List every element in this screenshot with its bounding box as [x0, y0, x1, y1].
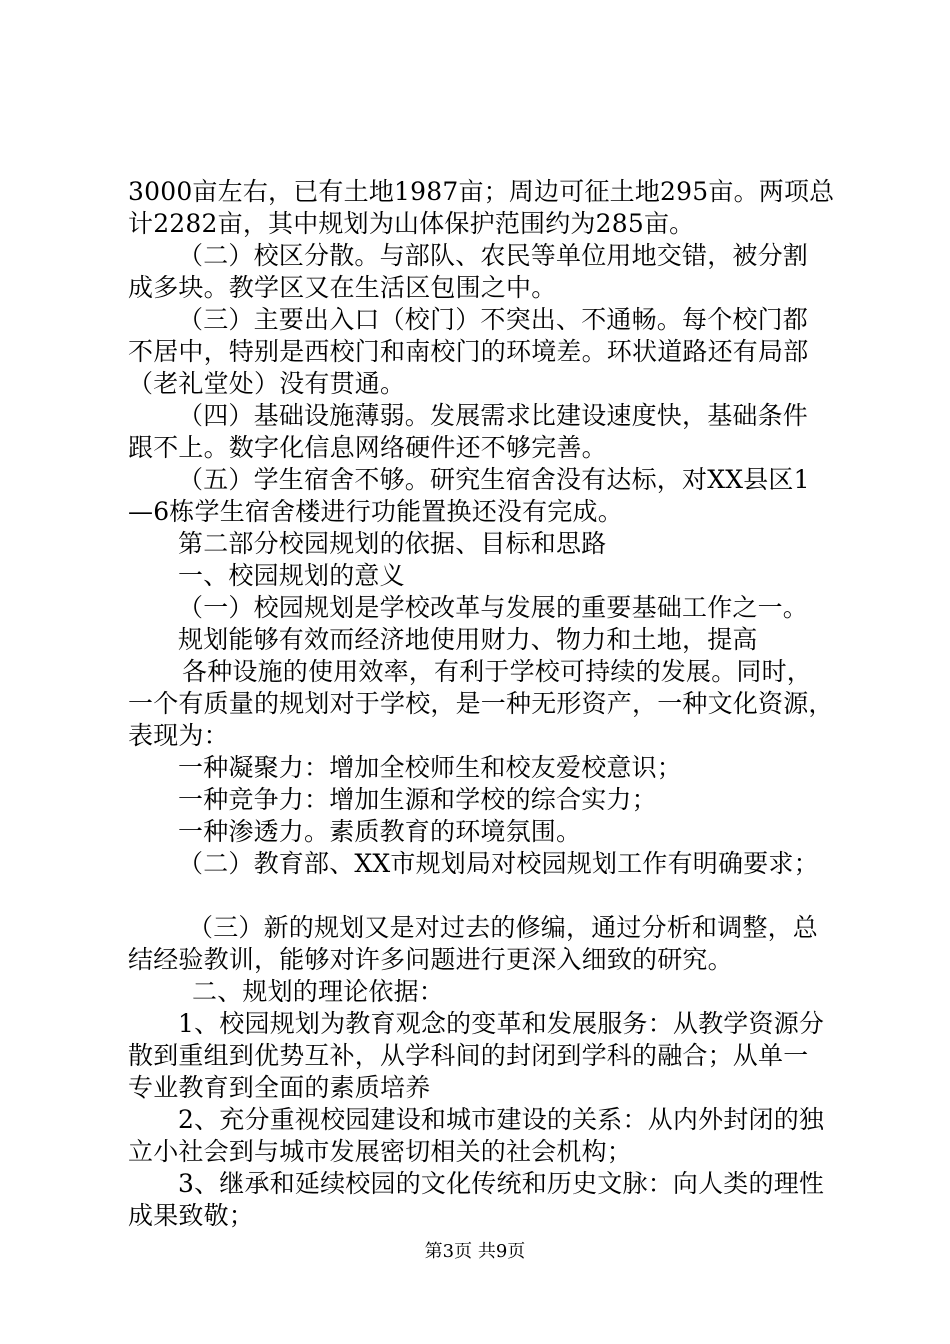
body-line: 规划能够有效而经济地使用财力、物力和土地，提高 [178, 625, 758, 654]
body-line: 立小社会到与城市发展密切相关的社会机构； [128, 1137, 633, 1166]
body-line: 各种设施的使用效率，有利于学校可持续的发展。同时， [182, 657, 813, 686]
body-line: 不居中，特别是西校门和南校门的环境差。环状道路还有局部 [128, 337, 809, 366]
body-line: 散到重组到优势互补，从学科间的封闭到学科的融合；从单一 [128, 1041, 809, 1070]
list-item: 一种竞争力：增加生源和学校的综合实力； [178, 785, 657, 814]
body-line: 成多块。教学区又在生活区包围之中。 [128, 273, 557, 302]
section-heading: 第二部分校园规划的依据、目标和思路 [178, 529, 607, 558]
subsection-heading: 一、校园规划的意义 [178, 561, 405, 590]
page-number-footer: 第3页 共9页 [424, 1241, 526, 1262]
body-line: 专业教育到全面的素质培养 [128, 1073, 431, 1102]
list-item: 一种凝聚力：增加全校师生和校友爱校意识； [178, 753, 683, 782]
body-line: 3000亩左右，已有土地1987亩；周边可征土地295亩。两项总 [128, 177, 835, 206]
body-line: 一个有质量的规划对于学校，是一种无形资产，一种文化资源， [128, 689, 834, 718]
body-line: 结经验教训，能够对许多问题进行更深入细致的研究。 [128, 945, 733, 974]
body-line: （老礼堂处）没有贯通。 [128, 369, 406, 398]
subsection-heading: 二、规划的理论依据： [192, 977, 445, 1006]
body-line: （三）主要出入口（校门）不突出、不通畅。每个校门都 [178, 305, 809, 334]
body-line: （二）教育部、XX市规划局对校园规划工作有明确要求； [178, 849, 819, 878]
body-line: 3、继承和延续校园的文化传统和历史文脉：向人类的理性 [178, 1169, 825, 1198]
body-line: 成果致敬； [128, 1201, 255, 1230]
body-line: （四）基础设施薄弱。发展需求比建设速度快，基础条件 [178, 401, 809, 430]
body-line: （二）校区分散。与部队、农民等单位用地交错，被分割 [178, 241, 809, 270]
body-line: —6栋学生宿舍楼进行功能置换还没有完成。 [128, 497, 623, 526]
body-line: （五）学生宿舍不够。研究生宿舍没有达标，对XX县区1 [178, 465, 810, 494]
body-line: （一）校园规划是学校改革与发展的重要基础工作之一。 [178, 593, 809, 622]
body-line: （三）新的规划又是对过去的修编，通过分析和调整，总 [188, 913, 819, 942]
body-line: 1、校园规划为教育观念的变革和发展服务：从教学资源分 [178, 1009, 825, 1038]
body-line: 跟不上。数字化信息网络硬件还不够完善。 [128, 433, 607, 462]
body-line: 计2282亩，其中规划为山体保护范围约为285亩。 [128, 209, 695, 238]
body-line: 表现为： [128, 721, 229, 750]
list-item: 一种渗透力。素质教育的环境氛围。 [178, 817, 582, 846]
body-line: 2、充分重视校园建设和城市建设的关系：从内外封闭的独 [178, 1105, 825, 1134]
